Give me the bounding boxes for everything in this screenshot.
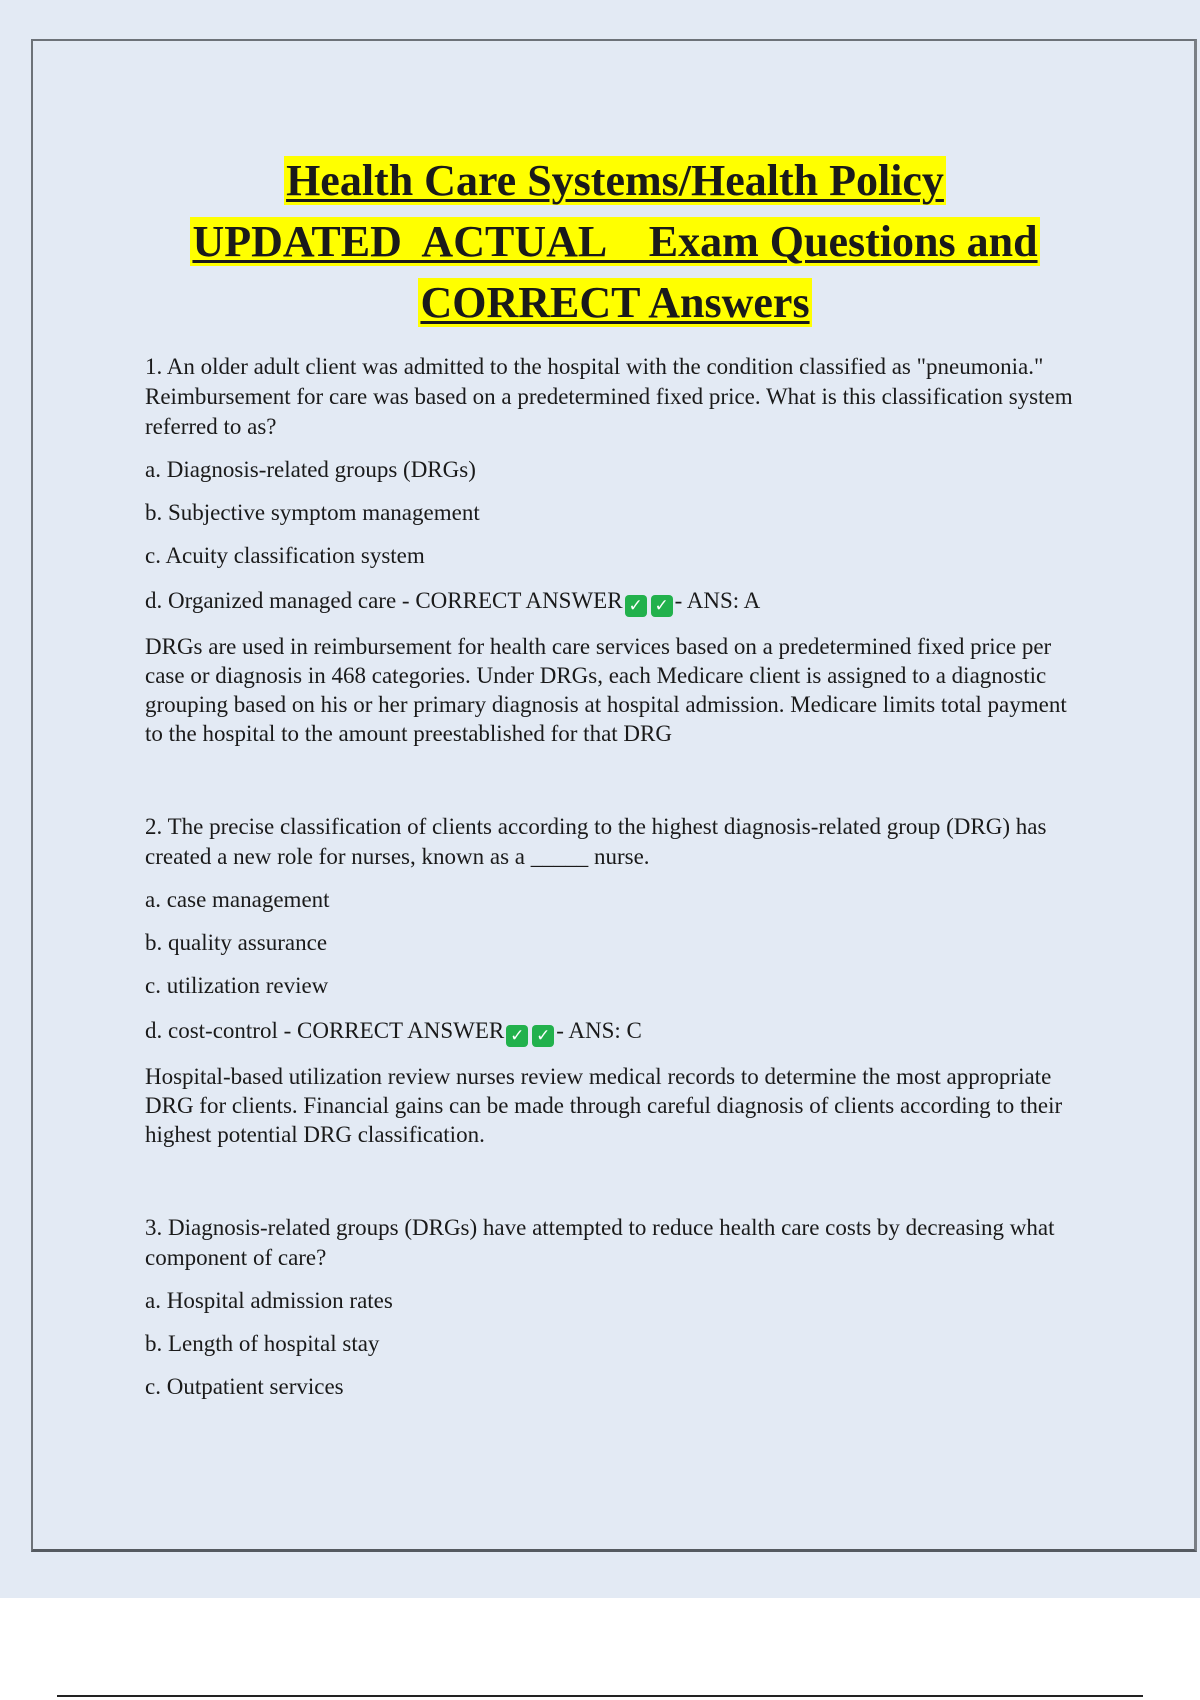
option-d: [145, 1016, 1085, 1047]
option-a: a. Diagnosis-related groups (DRGs): [145, 457, 476, 482]
check-box-icon: ✓: [625, 595, 647, 617]
answer-explanation: Hospital-based utilization review nurses review medical records to determine the most appropriate DRG for clients. Financial gains can be made through careful diagnosis of clients according to their highest potential DRG classification.: [145, 1064, 1063, 1147]
question-stem: 3. Diagnosis-related groups (DRGs) have attempted to reduce health care costs by decreasing what component of care?: [145, 1215, 1055, 1270]
check-box-icon: ✓: [532, 1025, 554, 1047]
document-content: [145, 150, 1085, 1402]
option-c: c. Outpatient services: [145, 1374, 344, 1399]
question-stem: 2. The precise classification of clients according to the highest diagnosis-related group (DRG) has created a new role for nurses, known as a _____ nurse.: [145, 814, 1047, 869]
question-1: [145, 352, 1085, 748]
title-line-2: UPDATED ACTUAL Exam Questions and: [192, 217, 1038, 266]
title-line-3: CORRECT Answers: [420, 278, 810, 327]
footer-divider: [57, 1695, 1143, 1697]
answer-key: - ANS: A: [674, 588, 761, 613]
answer-explanation: DRGs are used in reimbursement for health care services based on a predetermined fixed price per case or diagnosis in 468 categories. Under DRGs, each Medicare client is assigned to a diagnostic grouping based on his or her primary diagnosis at hospital admission. Medicare limits total payment to the hospital to the amount preestablished for that DRG: [145, 634, 1067, 746]
option-b: b. Length of hospital stay: [145, 1331, 380, 1356]
check-box-icon: ✓: [651, 595, 673, 617]
option-d-label: d. cost-control - CORRECT ANSWER: [145, 1018, 505, 1043]
option-b: b. Subjective symptom management: [145, 500, 480, 525]
answer-key: - ANS: C: [556, 1018, 642, 1043]
question-2: [145, 812, 1085, 1149]
document-title: [145, 150, 1085, 333]
check-box-icon: ✓: [506, 1025, 528, 1047]
option-d-label: d. Organized managed care - CORRECT ANSWER: [145, 588, 623, 613]
option-a: a. case management: [145, 887, 330, 912]
option-c: c. Acuity classification system: [145, 543, 425, 568]
option-b: b. quality assurance: [145, 930, 328, 955]
option-c: c. utilization review: [145, 973, 329, 998]
option-a: a. Hospital admission rates: [145, 1288, 393, 1313]
question-3: [145, 1213, 1085, 1402]
option-d: [145, 586, 1085, 617]
title-line-1: Health Care Systems/Health Policy: [286, 156, 944, 205]
question-stem: 1. An older adult client was admitted to the hospital with the condition classified as "pneumonia." Reimbursement for care was based on a predetermined fixed price. What is this classification system referred to as?: [145, 354, 1073, 439]
